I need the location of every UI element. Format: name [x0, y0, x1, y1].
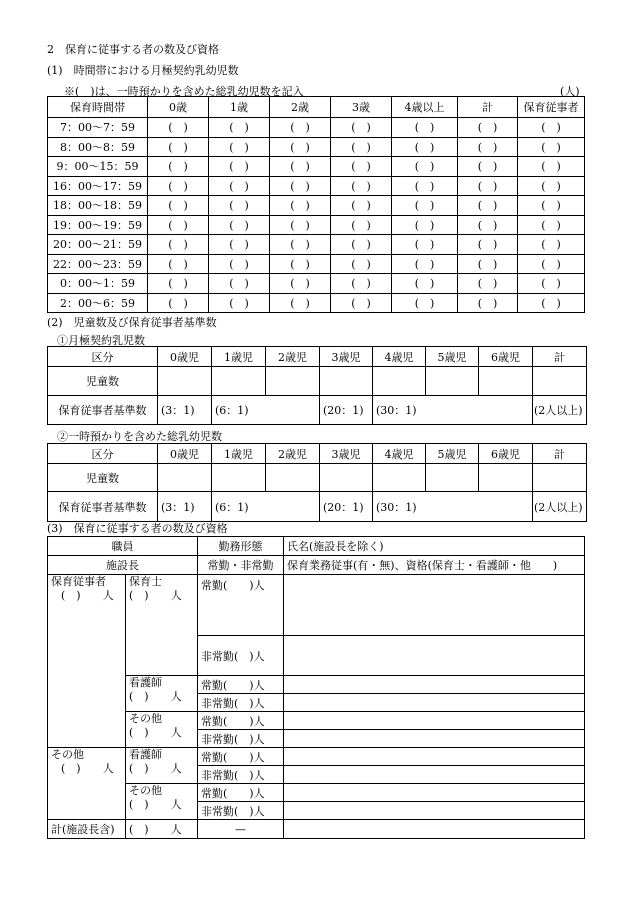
t4-caregivers-cell: [48, 575, 126, 748]
t4-header-staff: 職員: [48, 537, 198, 556]
count-cell: ( ): [392, 215, 458, 235]
count-cell: ( ): [209, 215, 270, 235]
count-cell: ( ): [331, 215, 392, 235]
count-cell: ( ): [518, 254, 585, 274]
count-cell: ( ): [518, 157, 585, 177]
count-cell: ( ): [392, 157, 458, 177]
time-slot-label: 8：00〜8：59: [48, 137, 148, 157]
count-cell: ( ): [518, 215, 585, 235]
t4-os-other-fulltime: 常勤( )人: [198, 784, 284, 802]
t4-teacher-fulltime: 常勤( )人: [198, 575, 284, 636]
count-cell: ( ): [392, 118, 458, 138]
table-row: [48, 293, 585, 313]
subsection-3-title: (3) 保育に従事する者の数及び資格: [47, 522, 228, 535]
count-cell: ( ): [148, 157, 209, 177]
t2-header-age3: 3歳児: [320, 347, 373, 367]
time-slot-label: 2：00〜6：59: [48, 293, 148, 313]
t2-header-age1: 1歳児: [212, 347, 266, 367]
count-cell: ( ): [518, 293, 585, 313]
t2-ratio-12: (6：1): [212, 396, 320, 425]
count-cell: ( ): [458, 215, 518, 235]
count-cell: ( ): [392, 137, 458, 157]
header-age1: 1歳: [209, 97, 270, 118]
count-cell: ( ): [148, 274, 209, 294]
count-cell: ( ): [458, 254, 518, 274]
t3-header-total: 計: [533, 444, 587, 464]
count-cell: ( ): [270, 274, 331, 294]
header-age2: 2歳: [270, 97, 331, 118]
t4-header-name: 氏名(施設長を除く): [284, 537, 585, 556]
t4-other-cell: [126, 712, 198, 748]
t4-os-nurse-label: 看護師: [129, 748, 162, 761]
t4-director-label: 施設長: [48, 556, 198, 575]
count-cell: ( ): [148, 137, 209, 157]
count-cell: ( ): [209, 137, 270, 157]
count-cell: ( ): [270, 176, 331, 196]
t4-otherstaff-count: ( ) 人: [61, 762, 114, 775]
count-cell: ( ): [518, 137, 585, 157]
count-cell: ( ): [392, 196, 458, 216]
time-slot-table: [47, 96, 585, 313]
t3-header-age4: 4歳児: [373, 444, 426, 464]
count-cell: ( ): [270, 254, 331, 274]
t4-teacher-label: 保育士: [129, 575, 162, 588]
count-cell: ( ): [458, 176, 518, 196]
t3-ratio-0: (3：1): [158, 492, 212, 522]
time-slot-label: 7：00〜7：59: [48, 118, 148, 138]
count-cell: ( ): [270, 137, 331, 157]
total-infant-table: [47, 443, 587, 522]
table-row: [48, 137, 585, 157]
t4-other-parttime: 非常勤( )人: [198, 730, 284, 748]
t3-staff-label: 保育従事者基準数: [48, 492, 158, 522]
t2-header-total: 計: [533, 347, 587, 367]
time-slot-label: 22：00〜23：59: [48, 254, 148, 274]
t4-teacher-parttime: 非常勤( )人: [198, 636, 284, 676]
table3-title: ②一時預かりを含めた総乳幼児数: [57, 430, 222, 443]
t3-header-age5: 5歳児: [426, 444, 479, 464]
count-cell: ( ): [148, 118, 209, 138]
t4-teacher-cell: [126, 575, 198, 676]
monthly-infant-table: [47, 346, 587, 425]
t2-header-category: 区分: [48, 347, 158, 367]
count-cell: ( ): [518, 196, 585, 216]
t4-nurse-label: 看護師: [129, 676, 162, 689]
header-time: 保育時間帯: [48, 97, 148, 118]
t4-total-count: ( ) 人: [126, 820, 198, 839]
time-slot-label: 18：00〜18：59: [48, 196, 148, 216]
header-caregivers: 保育従事者: [518, 97, 585, 118]
count-cell: ( ): [392, 274, 458, 294]
t2-ratio-3: (20：1): [320, 396, 373, 425]
t2-header-age2: 2歳児: [266, 347, 320, 367]
count-cell: ( ): [148, 215, 209, 235]
count-cell: ( ): [331, 293, 392, 313]
count-cell: ( ): [209, 254, 270, 274]
count-cell: ( ): [270, 118, 331, 138]
t3-header-age6: 6歳児: [479, 444, 533, 464]
count-cell: ( ): [392, 235, 458, 255]
count-cell: ( ): [518, 176, 585, 196]
t4-os-nurse-cell: [126, 748, 198, 784]
count-cell: ( ): [270, 157, 331, 177]
t2-ratio-4: (30：1): [373, 396, 533, 425]
t4-os-nurse-parttime: 非常勤( )人: [198, 766, 284, 784]
t2-header-age4: 4歳児: [373, 347, 426, 367]
count-cell: ( ): [270, 196, 331, 216]
note-1: ※( )は、一時預かりを含めた総乳幼児数を記入: [64, 85, 304, 98]
t3-header-age2: 2歳児: [266, 444, 320, 464]
t2-staff-label: 保育従事者基準数: [48, 396, 158, 425]
t4-teacher-count: ( ) 人: [129, 589, 182, 602]
time-slot-label: 20：00〜21：59: [48, 235, 148, 255]
count-cell: ( ): [209, 274, 270, 294]
t4-header-type: 勤務形態: [198, 537, 284, 556]
count-cell: ( ): [331, 235, 392, 255]
table-row: [48, 176, 585, 196]
count-cell: ( ): [458, 235, 518, 255]
count-cell: ( ): [392, 254, 458, 274]
count-cell: ( ): [458, 274, 518, 294]
count-cell: ( ): [209, 176, 270, 196]
count-cell: ( ): [518, 235, 585, 255]
t4-caregivers-count: ( ) 人: [61, 589, 114, 602]
t2-header-age6: 6歳児: [479, 347, 533, 367]
count-cell: ( ): [458, 118, 518, 138]
count-cell: ( ): [331, 176, 392, 196]
table-row: [48, 235, 585, 255]
time-slot-label: 19：00〜19：59: [48, 215, 148, 235]
count-cell: ( ): [209, 118, 270, 138]
table-row: [48, 254, 585, 274]
t4-os-nurse-fulltime: 常勤( )人: [198, 748, 284, 766]
time-slot-label: 16：00〜17：59: [48, 176, 148, 196]
count-cell: ( ): [331, 157, 392, 177]
count-cell: ( ): [270, 215, 331, 235]
table-row: [48, 196, 585, 216]
count-cell: ( ): [518, 118, 585, 138]
count-cell: ( ): [209, 157, 270, 177]
t4-nurse-count: ( ) 人: [129, 690, 182, 703]
table-row: [48, 157, 585, 177]
count-cell: ( ): [392, 293, 458, 313]
t3-header-age3: 3歳児: [320, 444, 373, 464]
header-age0: 0歳: [148, 97, 209, 118]
table2-title: ①月極契約乳児数: [57, 334, 145, 347]
header-total: 計: [458, 97, 518, 118]
count-cell: ( ): [148, 176, 209, 196]
count-cell: ( ): [209, 196, 270, 216]
t3-ratio-3: (20：1): [320, 492, 373, 522]
t4-total-dash: —: [198, 820, 284, 839]
count-cell: ( ): [209, 235, 270, 255]
count-cell: ( ): [458, 137, 518, 157]
count-cell: ( ): [331, 254, 392, 274]
t3-children-label: 児童数: [48, 464, 158, 492]
count-cell: ( ): [518, 274, 585, 294]
t4-nurse-cell: [126, 676, 198, 712]
t4-director-info: 保育業務従事(有・無)、資格(保育士・看護師・他 ): [284, 556, 585, 575]
t4-os-other-parttime: 非常勤( )人: [198, 802, 284, 820]
t4-other-label: その他: [129, 712, 162, 725]
count-cell: ( ): [270, 235, 331, 255]
time-slot-label: 9：00〜15：59: [48, 157, 148, 177]
table-header-row: [48, 97, 585, 118]
table-row: [48, 118, 585, 138]
section-heading: 2 保育に従事する者の数及び資格: [47, 43, 219, 56]
count-cell: ( ): [209, 293, 270, 313]
count-cell: ( ): [458, 157, 518, 177]
subsection-1-title: (1) 時間帯における月極契約乳幼児数: [47, 64, 239, 77]
t4-nurse-fulltime: 常勤( )人: [198, 676, 284, 694]
count-cell: ( ): [331, 274, 392, 294]
count-cell: ( ): [331, 137, 392, 157]
t2-header-age5: 5歳児: [426, 347, 479, 367]
t3-ratio-total: (2人以上): [533, 492, 587, 522]
count-cell: ( ): [270, 293, 331, 313]
t2-ratio-0: (3：1): [158, 396, 212, 425]
t3-header-age0: 0歳児: [158, 444, 212, 464]
t4-total-label: 計(施設長含): [48, 820, 126, 839]
count-cell: ( ): [458, 293, 518, 313]
time-slot-label: 0：00〜1：59: [48, 274, 148, 294]
t2-children-label: 児童数: [48, 367, 158, 396]
count-cell: ( ): [392, 176, 458, 196]
unit-label: (人): [560, 85, 580, 98]
count-cell: ( ): [148, 235, 209, 255]
header-age3: 3歳: [331, 97, 392, 118]
count-cell: ( ): [331, 196, 392, 216]
t3-header-age1: 1歳児: [212, 444, 266, 464]
count-cell: ( ): [148, 254, 209, 274]
t4-caregivers-label: 保育従事者: [51, 575, 106, 588]
count-cell: ( ): [148, 293, 209, 313]
t4-os-other-cell: [126, 784, 198, 820]
t4-os-other-count: ( ) 人: [129, 798, 182, 811]
t4-director-type: 常勤・非常勤: [198, 556, 284, 575]
t4-os-other-label: その他: [129, 784, 162, 797]
count-cell: ( ): [331, 118, 392, 138]
t4-other-fulltime: 常勤( )人: [198, 712, 284, 730]
count-cell: ( ): [148, 196, 209, 216]
table-row: [48, 215, 585, 235]
count-cell: ( ): [458, 196, 518, 216]
t3-ratio-4: (30：1): [373, 492, 533, 522]
t4-other-count: ( ) 人: [129, 726, 182, 739]
table-row: [48, 274, 585, 294]
header-age4plus: 4歳以上: [392, 97, 458, 118]
t4-otherstaff-cell: [48, 748, 126, 820]
t3-ratio-12: (6：1): [212, 492, 320, 522]
t3-header-category: 区分: [48, 444, 158, 464]
t2-header-age0: 0歳児: [158, 347, 212, 367]
t2-ratio-total: (2人以上): [533, 396, 587, 425]
staff-table: [47, 536, 585, 839]
t4-otherstaff-label: その他: [51, 748, 84, 761]
t4-os-nurse-count: ( ) 人: [129, 762, 182, 775]
t4-nurse-parttime: 非常勤( )人: [198, 694, 284, 712]
subsection-2-title: (2) 児童数及び保育従事者基準数: [47, 316, 217, 329]
